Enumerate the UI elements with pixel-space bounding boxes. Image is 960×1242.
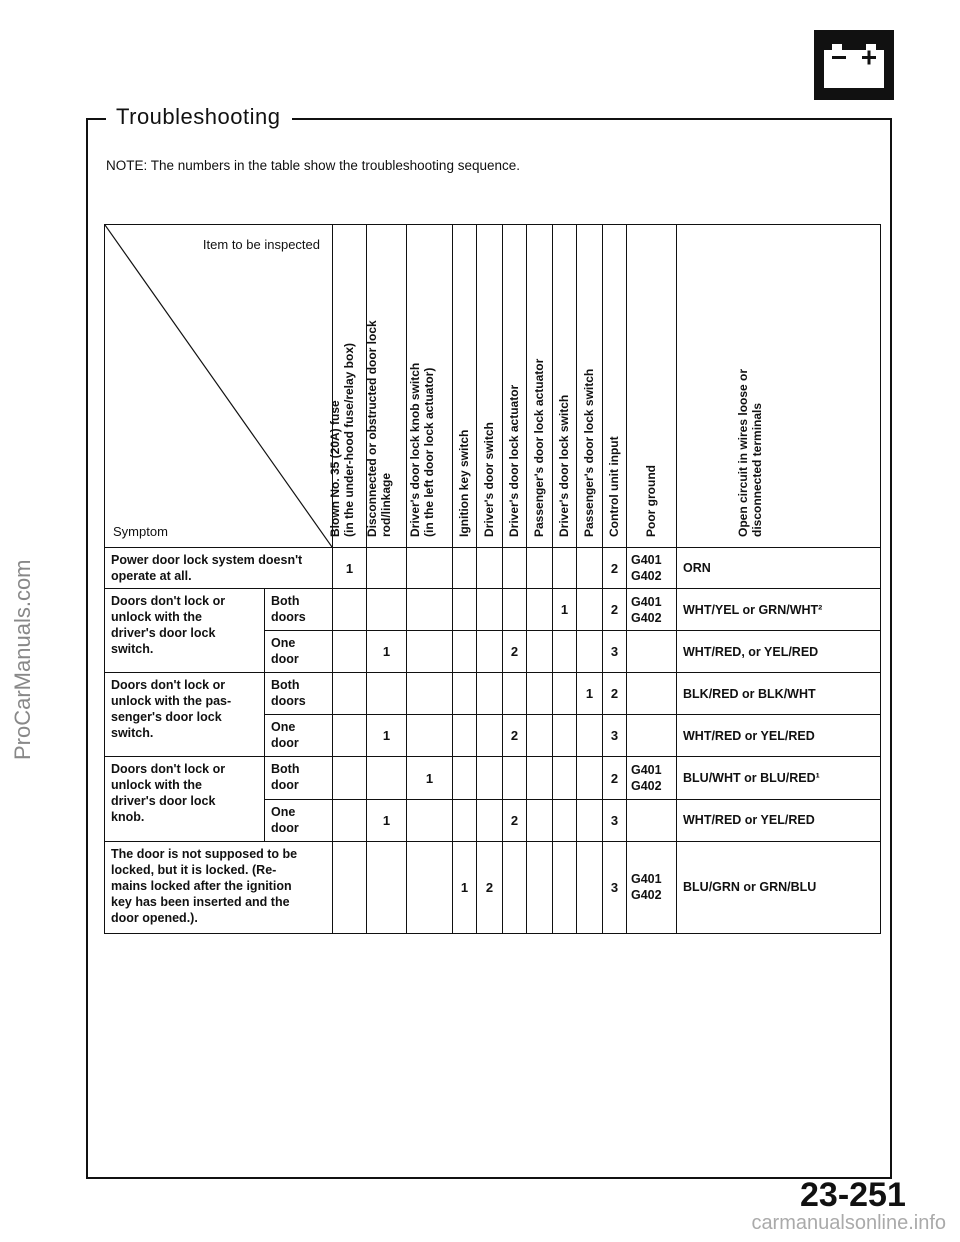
table-cell bbox=[407, 673, 453, 715]
table-cell bbox=[477, 631, 503, 673]
col-header-fuse: Blown No. 35 (20A) fuse (in the under-hood fuse/relay box) bbox=[333, 225, 367, 548]
table-cell bbox=[333, 715, 367, 757]
wire-cell: WHT/YEL or GRN/WHT² bbox=[677, 589, 881, 631]
note-text: NOTE: The numbers in the table show the troubleshooting sequence. bbox=[106, 158, 520, 173]
table-cell bbox=[553, 548, 577, 589]
table-cell bbox=[503, 589, 527, 631]
table-cell bbox=[453, 799, 477, 841]
symptom-cell: The door is not supposed to be locked, but it is locked. (Re- mains locked after the ignition key has been inserted and the door opened.). bbox=[105, 841, 333, 933]
table-cell bbox=[527, 715, 553, 757]
table-row bbox=[105, 757, 881, 799]
table-cell bbox=[453, 548, 477, 589]
col-header-knob-switch: Driver's door lock knob switch (in the left door lock actuator) bbox=[407, 225, 453, 548]
table-cell bbox=[407, 841, 453, 933]
table-cell bbox=[527, 548, 553, 589]
table-cell bbox=[527, 673, 553, 715]
sub-symptom-cell: One door bbox=[265, 631, 333, 673]
col-header-ignition-key-switch: Ignition key switch bbox=[453, 225, 477, 548]
table-cell bbox=[453, 673, 477, 715]
table-cell bbox=[453, 757, 477, 799]
table-cell bbox=[503, 841, 527, 933]
table-cell bbox=[477, 757, 503, 799]
ground-cell bbox=[627, 673, 677, 715]
table-cell bbox=[367, 757, 407, 799]
table-cell bbox=[503, 757, 527, 799]
sub-symptom-cell: Both doors bbox=[265, 673, 333, 715]
ground-cell bbox=[627, 799, 677, 841]
sub-symptom-cell: One door bbox=[265, 799, 333, 841]
table-cell bbox=[527, 757, 553, 799]
table-row bbox=[105, 548, 881, 589]
table-cell bbox=[527, 799, 553, 841]
wire-cell: WHT/RED, or YEL/RED bbox=[677, 631, 881, 673]
table-cell bbox=[453, 715, 477, 757]
table-cell bbox=[477, 799, 503, 841]
table-cell: 1 bbox=[367, 631, 407, 673]
symptom-cell: Power door lock system doesn't operate at all. bbox=[105, 548, 333, 589]
ground-cell: G401 G402 bbox=[627, 548, 677, 589]
table-cell bbox=[407, 631, 453, 673]
table-cell bbox=[503, 548, 527, 589]
table-cell: 2 bbox=[603, 589, 627, 631]
table-cell bbox=[577, 715, 603, 757]
table-cell bbox=[577, 841, 603, 933]
wire-cell: WHT/RED or YEL/RED bbox=[677, 715, 881, 757]
frame-top-rule bbox=[86, 118, 106, 120]
troubleshooting-table bbox=[104, 224, 881, 934]
ground-cell bbox=[627, 631, 677, 673]
frame-right-rule bbox=[890, 118, 892, 1178]
table-row bbox=[105, 589, 881, 631]
table-cell bbox=[477, 673, 503, 715]
col-header-passengers-lock-switch: Passenger's door lock switch bbox=[577, 225, 603, 548]
table-cell bbox=[477, 715, 503, 757]
table-cell bbox=[407, 799, 453, 841]
table-cell: 1 bbox=[407, 757, 453, 799]
table-cell bbox=[453, 589, 477, 631]
header-item-label: Item to be inspected bbox=[202, 237, 320, 252]
col-header-drivers-lock-switch: Driver's door lock switch bbox=[553, 225, 577, 548]
table-cell bbox=[527, 589, 553, 631]
table-cell bbox=[577, 799, 603, 841]
side-watermark: ProCarManuals.com bbox=[10, 559, 35, 760]
table-cell: 3 bbox=[603, 631, 627, 673]
table-cell bbox=[527, 631, 553, 673]
table-row bbox=[105, 841, 881, 933]
table-cell: 2 bbox=[503, 799, 527, 841]
table-cell bbox=[477, 548, 503, 589]
table-header-row bbox=[105, 225, 881, 548]
header-diagonal-cell bbox=[105, 225, 333, 548]
table-cell: 1 bbox=[333, 548, 367, 589]
table-cell: 1 bbox=[367, 715, 407, 757]
symptom-cell: Doors don't lock or unlock with the driver's door lock knob. bbox=[105, 757, 265, 841]
diagonal-divider bbox=[105, 225, 332, 547]
table-cell bbox=[333, 799, 367, 841]
table-cell bbox=[577, 631, 603, 673]
table-cell bbox=[577, 589, 603, 631]
battery-icon bbox=[814, 30, 894, 100]
table-cell bbox=[477, 589, 503, 631]
col-header-poor-ground: Poor ground bbox=[627, 225, 677, 548]
table-cell bbox=[407, 548, 453, 589]
table-cell bbox=[553, 673, 577, 715]
sub-symptom-cell: Both doors bbox=[265, 589, 333, 631]
table-cell bbox=[367, 841, 407, 933]
table-cell bbox=[407, 715, 453, 757]
col-header-rod-linkage: Disconnected or obstructed door lock rod/linkage bbox=[367, 225, 407, 548]
table-cell: 1 bbox=[367, 799, 407, 841]
table-cell: 3 bbox=[603, 799, 627, 841]
table-cell: 2 bbox=[503, 631, 527, 673]
wire-cell: BLK/RED or BLK/WHT bbox=[677, 673, 881, 715]
col-header-open-circuit: Open circuit in wires loose or disconnected terminals bbox=[677, 225, 881, 548]
table-cell bbox=[333, 589, 367, 631]
table-cell bbox=[453, 631, 477, 673]
col-header-drivers-door-switch: Driver's door switch bbox=[477, 225, 503, 548]
table-cell bbox=[367, 673, 407, 715]
wire-cell: BLU/WHT or BLU/RED¹ bbox=[677, 757, 881, 799]
wire-cell: BLU/GRN or GRN/BLU bbox=[677, 841, 881, 933]
section-title: Troubleshooting bbox=[116, 104, 281, 129]
table-cell bbox=[553, 631, 577, 673]
frame-bottom-rule bbox=[86, 1177, 892, 1179]
table-cell bbox=[527, 841, 553, 933]
table-cell: 1 bbox=[553, 589, 577, 631]
table-cell bbox=[333, 841, 367, 933]
bottom-watermark: carmanualsonline.info bbox=[751, 1212, 946, 1234]
table-cell: 3 bbox=[603, 841, 627, 933]
table-cell: 2 bbox=[603, 548, 627, 589]
table-cell bbox=[577, 548, 603, 589]
table-cell bbox=[407, 589, 453, 631]
table-cell: 1 bbox=[453, 841, 477, 933]
table-cell: 1 bbox=[577, 673, 603, 715]
ground-cell: G401 G402 bbox=[627, 757, 677, 799]
table-cell: 2 bbox=[503, 715, 527, 757]
table-cell bbox=[333, 757, 367, 799]
sub-symptom-cell: One door bbox=[265, 715, 333, 757]
table-cell bbox=[503, 673, 527, 715]
table-cell bbox=[333, 631, 367, 673]
table-cell: 3 bbox=[603, 715, 627, 757]
table-cell bbox=[367, 589, 407, 631]
wire-cell: ORN bbox=[677, 548, 881, 589]
frame-top-rule-right bbox=[292, 118, 892, 120]
ground-cell bbox=[627, 715, 677, 757]
table-cell: 2 bbox=[603, 673, 627, 715]
table-cell bbox=[553, 757, 577, 799]
ground-cell: G401 G402 bbox=[627, 841, 677, 933]
page-number: 23-251 bbox=[800, 1176, 906, 1214]
table-cell bbox=[553, 841, 577, 933]
table-cell bbox=[553, 715, 577, 757]
wire-cell: WHT/RED or YEL/RED bbox=[677, 799, 881, 841]
sub-symptom-cell: Both door bbox=[265, 757, 333, 799]
col-header-control-unit-input: Control unit input bbox=[603, 225, 627, 548]
table-cell bbox=[367, 548, 407, 589]
frame-left-rule bbox=[86, 118, 88, 1178]
ground-cell: G401 G402 bbox=[627, 589, 677, 631]
table-row bbox=[105, 673, 881, 715]
table-cell: 2 bbox=[477, 841, 503, 933]
header-symptom-label: Symptom bbox=[113, 524, 168, 539]
table-cell bbox=[553, 799, 577, 841]
symptom-cell: Doors don't lock or unlock with the driver's door lock switch. bbox=[105, 589, 265, 673]
col-header-passengers-lock-actuator: Passenger's door lock actuator bbox=[527, 225, 553, 548]
table-cell: 2 bbox=[603, 757, 627, 799]
table-cell bbox=[333, 673, 367, 715]
symptom-cell: Doors don't lock or unlock with the pas- senger's door lock switch. bbox=[105, 673, 265, 757]
table-cell bbox=[577, 757, 603, 799]
col-header-drivers-lock-actuator: Driver's door lock actuator bbox=[503, 225, 527, 548]
